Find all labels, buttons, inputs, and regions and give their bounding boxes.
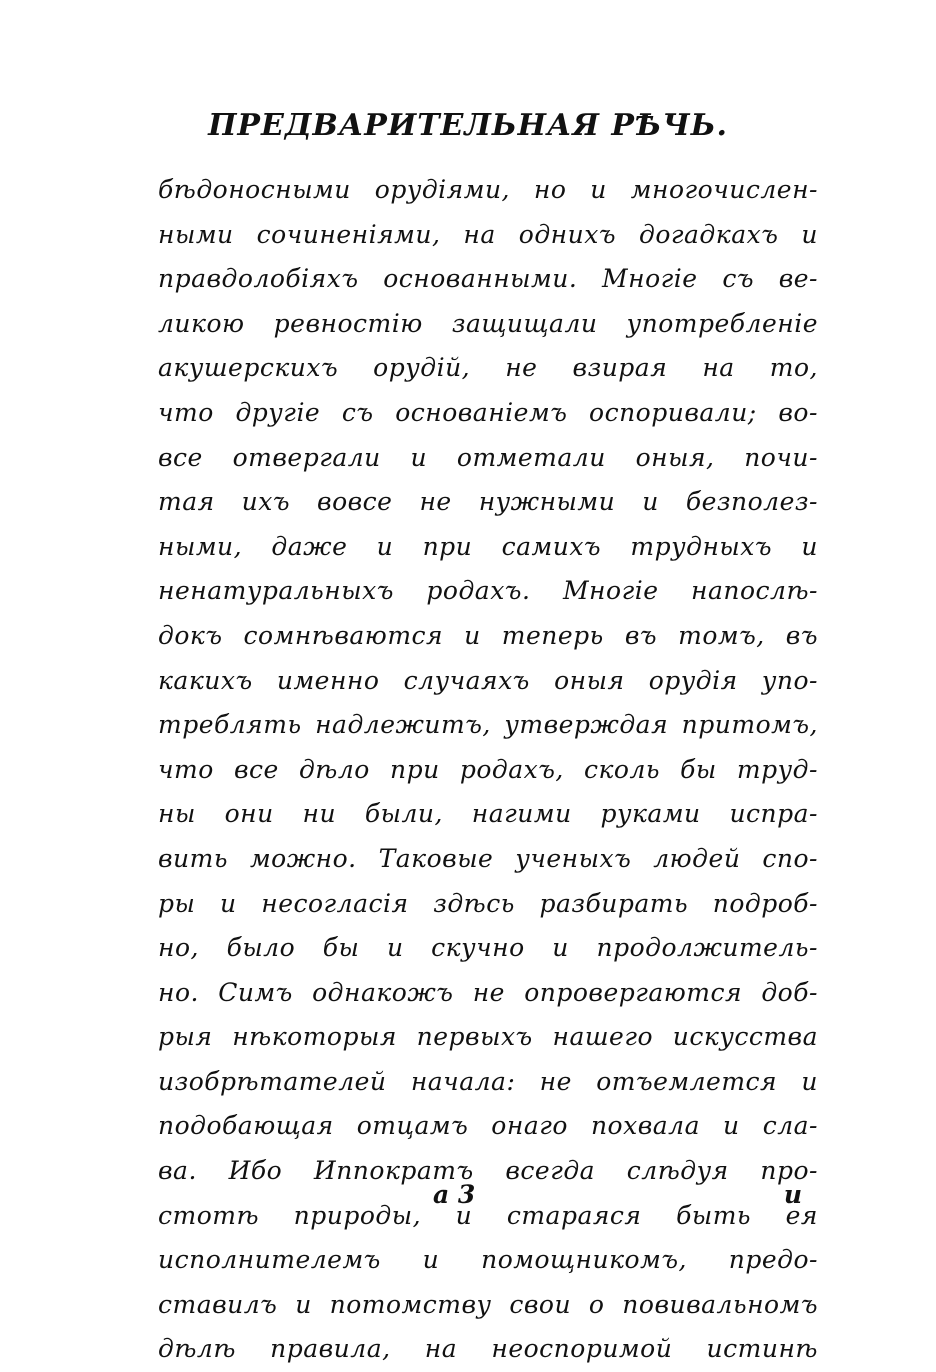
signature-mark: а 3 (433, 1180, 476, 1209)
text-line: ва. Ибо Иппократъ всегда слѣдуя про- (158, 1156, 818, 1186)
text-line: тая ихъ вовсе не нужными и безполез- (158, 487, 818, 517)
text-line: что все дѣло при родахъ, сколь бы труд- (158, 754, 818, 784)
text-line: ликою ревностію защищали употребленіе (158, 308, 818, 338)
text-line: ными сочиненіями, на однихъ догадкахъ и (158, 219, 818, 249)
text-line: но. Симъ однакожъ не опровергаются доб- (158, 977, 818, 1007)
text-line: изобрѣтателей начала: не отъемлется и (158, 1066, 818, 1096)
text-line: исполнителемъ и помощникомъ, предо- (158, 1245, 818, 1275)
text-line: ставилъ и потомству свои о повивальномъ (158, 1289, 818, 1319)
text-line: докъ сомнѣваются и теперь въ томъ, въ (158, 620, 818, 650)
text-line: дѣлѣ правила, на неоспоримой истинѣ (158, 1334, 818, 1364)
text-line: правдолобіяхъ основанными. Многіе съ ве- (158, 264, 818, 294)
text-line: акушерскихъ орудій, не взирая на то, (158, 353, 818, 383)
text-line: ры и несогласія здѣсь разбирать подроб- (158, 888, 818, 918)
text-line: стотѣ природы, и стараяся быть ея (158, 1200, 818, 1230)
text-line: подобающая отцамъ онаго похвала и сла- (158, 1111, 818, 1141)
text-line: что другіе съ основаніемъ оспоривали; во- (158, 397, 818, 427)
catchword: и (783, 1180, 802, 1209)
page-footer (158, 1180, 818, 1220)
text-line: вить можно. Таковые ученыхъ людей спо- (158, 843, 818, 873)
text-line: бѣдоносными орудіями, но и многочислен- (158, 175, 818, 204)
running-head: ПРЕДВАРИТЕЛЬНАЯ РѢЧЬ. (208, 108, 728, 143)
text-line: треблять надлежитъ, утверждая притомъ, (158, 710, 818, 740)
text-line: рыя нѣкоторыя первыхъ нашего искусства (158, 1022, 818, 1052)
text-line: ными, даже и при самихъ трудныхъ и (158, 531, 818, 561)
text-line: какихъ именно случаяхъ оныя орудія упо- (158, 665, 818, 695)
text-line: ны они ни были, нагими руками испра- (158, 799, 818, 829)
text-line: ненатуральныхъ родахъ. Многіе напослѣ- (158, 576, 818, 606)
text-line: все отвергали и отметали оныя, почи- (158, 442, 818, 472)
text-line: но, было бы и скучно и продолжитель- (158, 933, 818, 963)
